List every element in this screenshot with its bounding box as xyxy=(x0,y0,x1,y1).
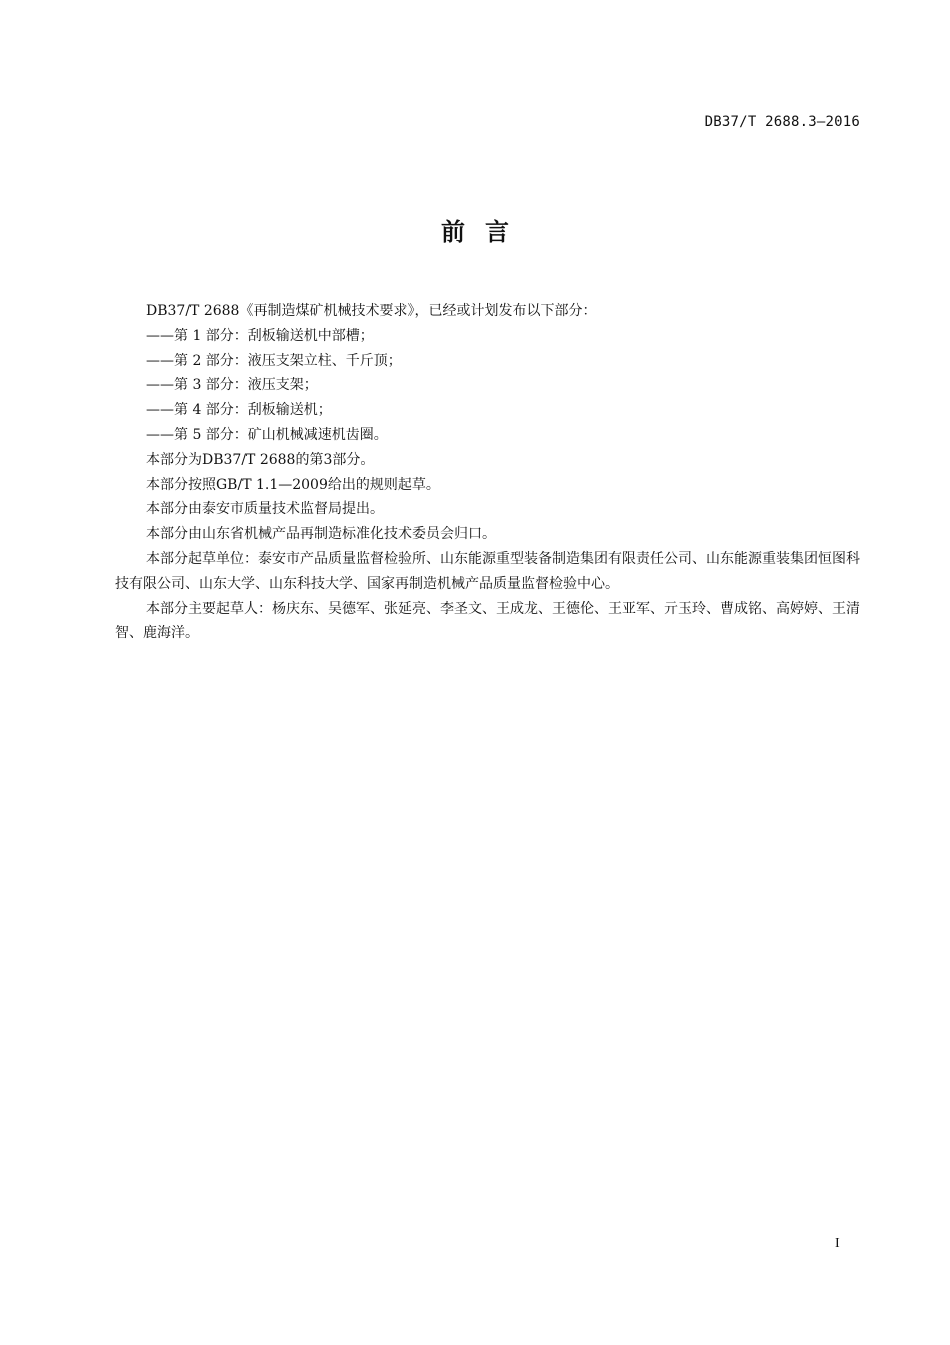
list-item-part-3: ——第 3 部分：液压支架； xyxy=(146,377,318,394)
page-title: 前言 xyxy=(441,218,529,246)
drafting-rules-statement: 本部分按照GB/T 1.1—2009给出的规则起草。 xyxy=(146,476,440,493)
list-item-part-2: ——第 2 部分：液压支架立柱、千斤顶； xyxy=(146,352,402,369)
committee-statement: 本部分由山东省机械产品再制造标准化技术委员会归口。 xyxy=(146,526,496,543)
list-item-part-1: ——第 1 部分：刮板输送机中部槽； xyxy=(146,327,374,344)
standard-number: DB37/T 2688.3—2016 xyxy=(704,114,860,130)
list-item-part-4: ——第 4 部分：刮板输送机； xyxy=(146,402,332,419)
drafters: 本部分主要起草人：杨庆东、吴德军、张延亮、李圣文、王成龙、王德伦、王亚军、亓玉玲、曹成铭、高婷婷、王清智、鹿海洋。 xyxy=(115,600,860,642)
proposer-statement: 本部分由泰安市质量技术监督局提出。 xyxy=(146,501,384,518)
list-item-part-5: ——第 5 部分：矿山机械减速机齿圈。 xyxy=(146,426,388,443)
drafting-units: 本部分起草单位：泰安市产品质量监督检验所、山东能源重型装备制造集团有限责任公司、山东能源重装集团恒图科技有限公司、山东大学、山东科技大学、国家再制造机械产品质量监督检验中心。 xyxy=(115,550,860,592)
part-statement: 本部分为DB37/T 2688的第3部分。 xyxy=(146,451,375,468)
foreword-body xyxy=(115,299,860,646)
page-number: I xyxy=(835,1236,840,1251)
intro-paragraph: DB37/T 2688《再制造煤矿机械技术要求》，已经或计划发布以下部分： xyxy=(146,303,597,319)
